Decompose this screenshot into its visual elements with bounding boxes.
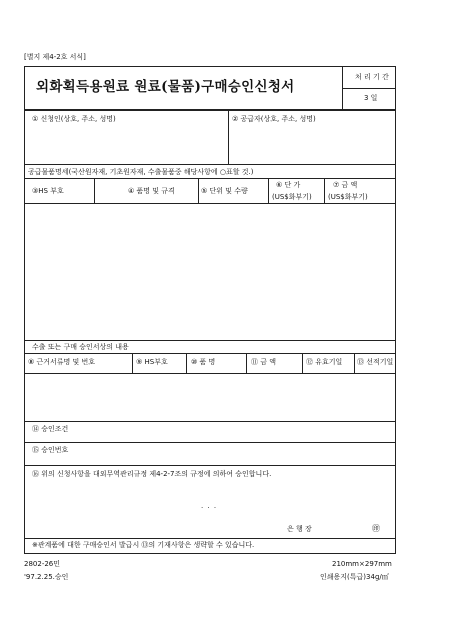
form-label: [별지 제4-2호 서식] bbox=[24, 53, 86, 61]
form-body bbox=[24, 110, 396, 554]
col-divider bbox=[302, 353, 303, 373]
unit-price-currency: (US$화부기) bbox=[272, 193, 312, 201]
col-divider bbox=[198, 178, 199, 203]
note-text: ※관계품에 대한 구매승인서 발급시 ⑬의 기재사항은 생략할 수 있습니다. bbox=[32, 541, 255, 549]
seal-mark: ㊞ bbox=[372, 524, 380, 533]
applicant-divider bbox=[228, 110, 229, 164]
paper-spec: 인쇄용지(특급)34g/㎡ bbox=[320, 573, 389, 581]
col-divider bbox=[94, 178, 95, 203]
col-divider bbox=[354, 353, 355, 373]
col-divider bbox=[186, 353, 187, 373]
unit-qty-header: ⑤ 단위 및 수량 bbox=[201, 187, 248, 195]
form-title: 외화획득용원료 원료(물품)구매승인신청서 bbox=[36, 79, 295, 95]
amount-currency: (US$화부기) bbox=[328, 193, 368, 201]
processing-period-value: 3 일 bbox=[364, 94, 378, 102]
form-code: 2802-26민 bbox=[24, 560, 61, 568]
row-line bbox=[24, 421, 396, 422]
row-line bbox=[24, 178, 396, 179]
row-line bbox=[24, 442, 396, 443]
paper-size: 210mm×297mm bbox=[332, 560, 392, 568]
applicant-label: ① 신청인(상호, 주소, 성명) bbox=[32, 115, 116, 123]
date-field: . . . bbox=[201, 502, 218, 510]
amount-header: ⑦ 금 액 bbox=[333, 181, 358, 189]
col-divider bbox=[132, 353, 133, 373]
goods-type-label: 공급물품명세(국산원자재, 기초원자재, 수출물품중 해당사항에 ○표할 것.) bbox=[28, 168, 254, 176]
approval-date: '97.2.25.승인 bbox=[24, 573, 69, 581]
export-amount-header: ⑪ 금 액 bbox=[251, 358, 276, 366]
approval-statement: ⑯ 위의 신청사항을 대외무역관리규정 제4-2-7조의 규정에 의하여 승인합니다. bbox=[32, 470, 272, 478]
unit-price-header: ⑥ 단 가 bbox=[276, 181, 301, 189]
item-spec-header: ④ 품명 및 규격 bbox=[128, 187, 175, 195]
shipping-date-header: ⑬ 선적기일 bbox=[357, 358, 394, 366]
hs-code-header: ③HS 부호 bbox=[32, 187, 64, 195]
processing-period-label: 처 리 기 간 bbox=[355, 73, 389, 81]
row-line bbox=[24, 465, 396, 466]
row-line bbox=[24, 203, 396, 204]
export-item-header: ⑩ 품 명 bbox=[191, 358, 216, 366]
row-line bbox=[24, 164, 396, 165]
processing-divider bbox=[342, 88, 396, 89]
approval-condition-label: ⑭ 승인조건 bbox=[32, 425, 69, 433]
row-line bbox=[24, 538, 396, 539]
col-divider bbox=[268, 178, 269, 203]
export-section-title: 수출 또는 구매 승인서상의 내용 bbox=[32, 343, 129, 351]
col-divider bbox=[246, 353, 247, 373]
validity-date-header: ⑫ 유효기일 bbox=[306, 358, 343, 366]
col-divider bbox=[324, 178, 325, 203]
approval-number-label: ⑮ 승인번호 bbox=[32, 446, 69, 454]
row-line bbox=[24, 373, 396, 374]
basis-doc-header: ⑧ 근거서류명 및 번호 bbox=[28, 358, 96, 366]
bank-head-label: 은 행 장 bbox=[287, 525, 312, 533]
row-line bbox=[24, 353, 396, 354]
export-hs-header: ⑨ HS부호 bbox=[136, 358, 168, 366]
supplier-label: ② 공급자(상호, 주소, 성명) bbox=[232, 115, 316, 123]
row-line bbox=[24, 340, 396, 341]
